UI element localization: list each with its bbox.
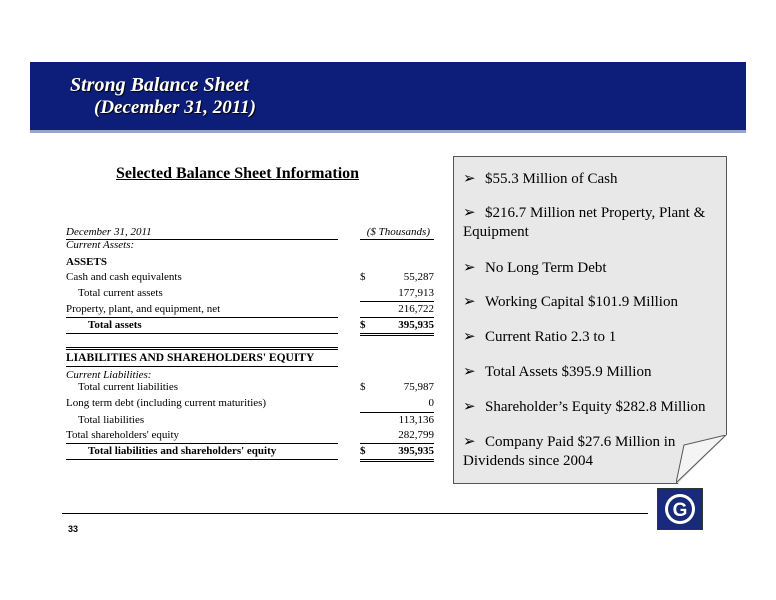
table-row (66, 302, 434, 317)
label-text: Current Assets: (66, 239, 135, 251)
bullet-text: $55.3 Million of Cash (485, 171, 618, 187)
arrow-bullet-icon: ➢ (463, 260, 476, 276)
footer-divider (62, 513, 648, 514)
bullet-item (463, 293, 721, 312)
g-logo-icon (658, 489, 702, 529)
page-number: 33 (68, 524, 79, 534)
row-value: 282,799 (398, 429, 434, 441)
heading-text: LIABILITIES AND SHAREHOLDERS' EQUITY (66, 352, 315, 364)
row-label: Property, plant, and equipment, net (66, 303, 221, 315)
bullet-text: No Long Term Debt (485, 260, 607, 276)
table-row-total (66, 444, 434, 459)
bullet-item (463, 433, 699, 471)
table-row (66, 286, 434, 301)
divider (66, 347, 338, 348)
table-row (66, 396, 434, 411)
company-logo (657, 488, 703, 530)
arrow-bullet-icon: ➢ (463, 399, 476, 415)
row-dollar: $ (360, 445, 366, 457)
bullet-text: Current Ratio 2.3 to 1 (485, 329, 617, 345)
bullet-item (463, 259, 721, 278)
liabilities-heading (66, 351, 434, 366)
row-label: Total current assets (78, 287, 163, 299)
row-label: Total assets (88, 319, 142, 331)
row-value: 113,136 (398, 414, 434, 426)
heading-text: ASSETS (66, 256, 107, 268)
arrow-bullet-icon: ➢ (463, 171, 476, 187)
bullet-item (463, 363, 721, 382)
row-label: Long term debt (including current maturities) (66, 397, 267, 409)
slide-subtitle: (December 31, 2011) (94, 97, 256, 118)
arrow-bullet-icon: ➢ (463, 434, 476, 450)
section-title: Selected Balance Sheet Information (116, 165, 360, 182)
row-value: 0 (428, 397, 434, 409)
row-value: 55,287 (403, 271, 434, 283)
row-dollar: $ (360, 319, 366, 331)
bullet-text: Working Capital $101.9 Million (485, 294, 678, 310)
divider (66, 366, 338, 367)
row-value: 216,722 (398, 303, 434, 315)
divider (66, 459, 338, 460)
row-dollar: $ (360, 271, 366, 283)
bullet-item (463, 328, 721, 347)
arrow-bullet-icon: ➢ (463, 364, 476, 380)
row-label: Total current liabilities (78, 381, 179, 393)
table-row (66, 428, 434, 443)
bullet-text: Total Assets $395.9 Million (485, 364, 652, 380)
divider (360, 461, 434, 462)
divider (66, 333, 338, 334)
assets-heading (66, 255, 434, 270)
logo-letter: G (672, 500, 688, 521)
row-label: Total liabilities (78, 414, 145, 426)
label-text: Current Liabilities: (66, 369, 152, 381)
row-label: Total shareholders' equity (66, 429, 180, 441)
header-units: ($ Thousands) (366, 226, 430, 238)
current-assets-label (66, 238, 434, 253)
bullet-item (463, 398, 725, 417)
row-label: Total liabilities and shareholders' equity (88, 445, 277, 457)
header-date: December 31, 2011 (66, 226, 152, 238)
bullet-text: Shareholder’s Equity $282.8 Million (485, 399, 706, 415)
divider (360, 335, 434, 336)
divider (360, 459, 434, 460)
table-row (66, 270, 434, 285)
table-row-total (66, 318, 434, 333)
bullet-text: Company Paid $27.6 Million in Dividends since 2004 (463, 434, 676, 469)
table-row (66, 380, 434, 395)
divider (66, 349, 338, 350)
row-dollar: $ (360, 381, 366, 393)
divider (360, 333, 434, 334)
slide-title: Strong Balance Sheet (70, 74, 249, 96)
row-value: 75,987 (403, 381, 434, 393)
row-value: 395,935 (398, 319, 434, 331)
arrow-bullet-icon: ➢ (463, 294, 476, 310)
table-row (66, 413, 434, 428)
row-value: 395,935 (398, 445, 434, 457)
row-label: Cash and cash equivalents (66, 271, 182, 283)
row-value: 177,913 (398, 287, 434, 299)
bullet-item (463, 204, 721, 242)
bullet-text: $216.7 Million net Property, Plant & Equipment (463, 205, 706, 240)
arrow-bullet-icon: ➢ (463, 329, 476, 345)
title-banner (30, 62, 746, 133)
bullet-item (463, 170, 721, 189)
highlights-callout (453, 156, 725, 482)
arrow-bullet-icon: ➢ (463, 205, 476, 221)
